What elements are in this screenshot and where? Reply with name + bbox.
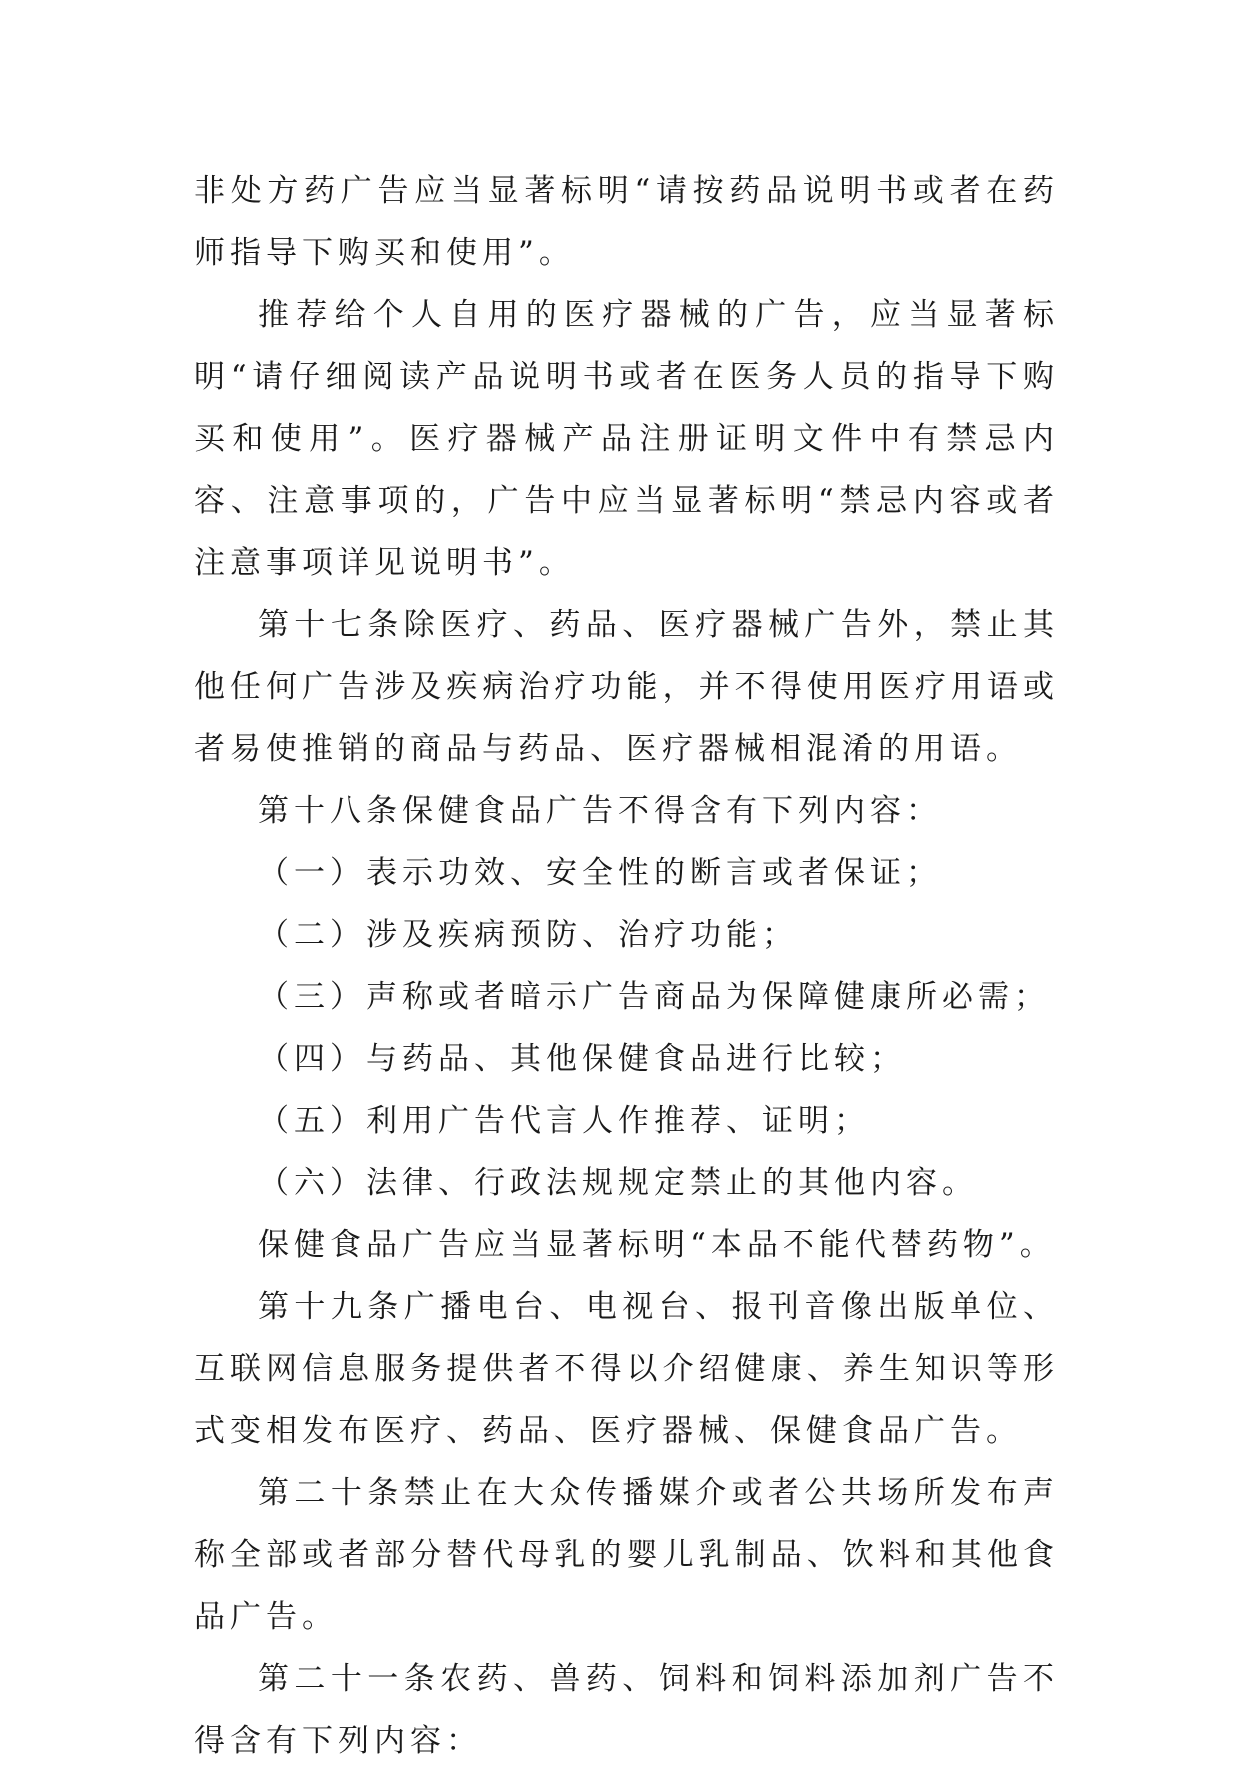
list-item: （一）表示功效、安全性的断言或者保证；	[258, 855, 942, 891]
list-item: （二）涉及疾病预防、治疗功能；	[258, 917, 798, 953]
paragraph: 第十八条保健食品广告不得含有下列内容：	[258, 793, 942, 829]
list-item: （三）声称或者暗示广告商品为保障健康所必需；	[258, 979, 1050, 1015]
paragraph: 推荐给个人自用的医疗器械的广告，应当显著标明“请仔细阅读产品说明书或者在医务人员的指导下购买和使用”。医疗器械产品注册证明文件中有禁忌内容、注意事项的，广告中应当显著标明“禁忌内容或者注意事项详见说明书”。	[194, 297, 1059, 581]
paragraph: 保健食品广告应当显著标明“本品不能代替药物”。	[258, 1227, 1056, 1263]
paragraph: 第十九条广播电台、电视台、报刊音像出版单位、互联网信息服务提供者不得以介绍健康、养生知识等形式变相发布医疗、药品、医疗器械、保健食品广告。	[194, 1289, 1059, 1449]
paragraph: 第二十条禁止在大众传播媒介或者公共场所发布声称全部或者部分替代母乳的婴儿乳制品、饮料和其他食品广告。	[194, 1475, 1059, 1635]
document-body	[194, 160, 1059, 1772]
paragraph: 非处方药广告应当显著标明“请按药品说明书或者在药师指导下购买和使用”。	[194, 173, 1059, 271]
list-item: （六）法律、行政法规规定禁止的其他内容。	[258, 1165, 978, 1201]
list-item: （五）利用广告代言人作推荐、证明；	[258, 1103, 870, 1139]
paragraph: 第二十一条农药、兽药、饲料和饲料添加剂广告不得含有下列内容：	[194, 1661, 1059, 1759]
paragraph: 第十七条除医疗、药品、医疗器械广告外，禁止其他任何广告涉及疾病治疗功能，并不得使用医疗用语或者易使推销的商品与药品、医疗器械相混淆的用语。	[194, 607, 1059, 767]
list-item: （四）与药品、其他保健食品进行比较；	[258, 1041, 906, 1077]
